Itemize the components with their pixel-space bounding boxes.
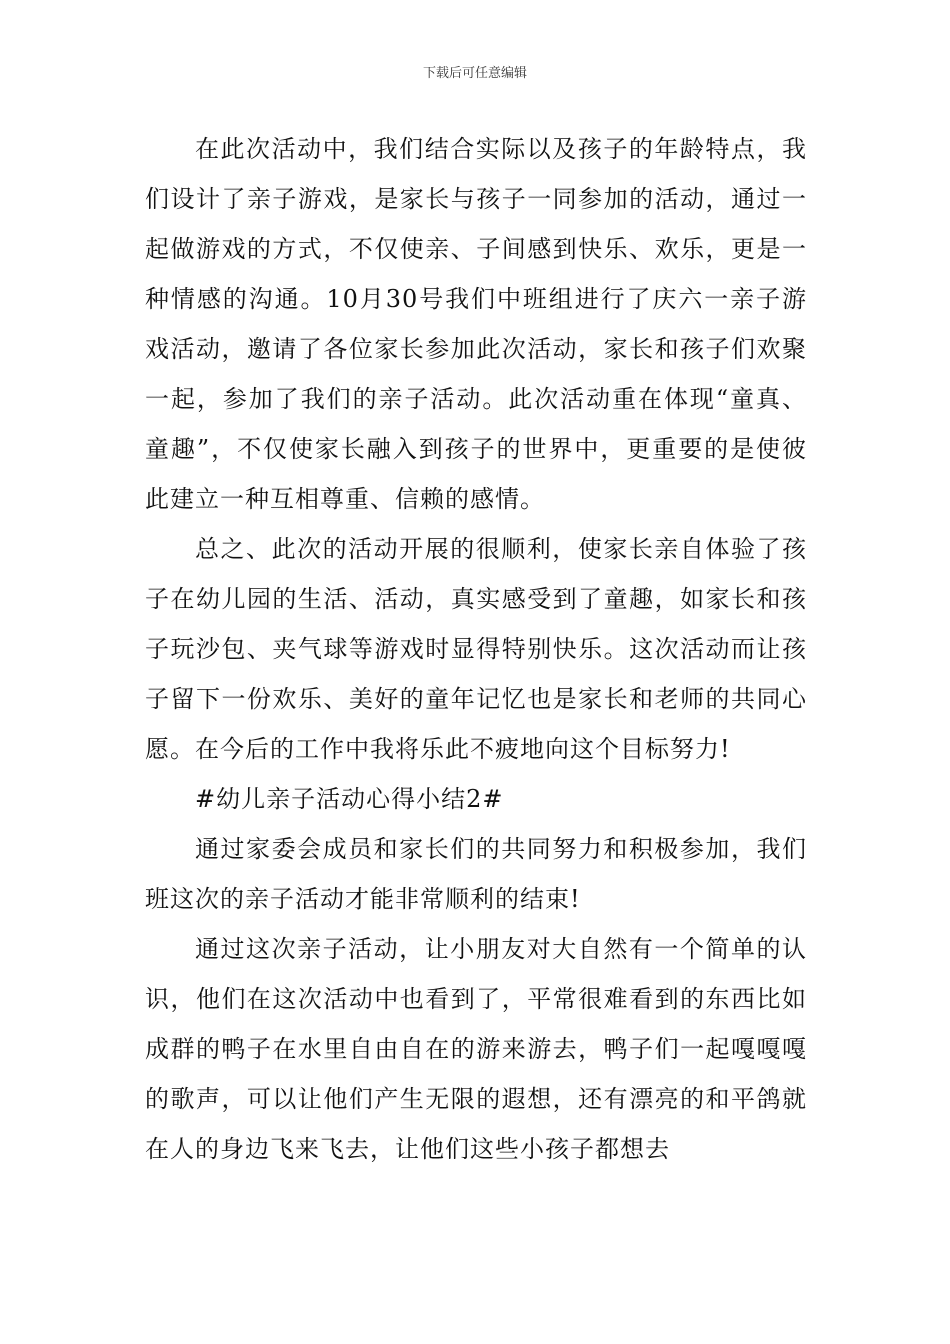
paragraph-2: 总之、此次的活动开展的很顺利，使家长亲自体验了孩子在幼儿园的生活、活动，真实感受到了童趣，如家长和孩子玩沙包、夹气球等游戏时显得特别快乐。这次活动而让孩子留下一份欢乐、美好的童年记忆也是家长和老师的共同心愿。在今后的工作中我将乐此不疲地向这个目标努力!: [145, 535, 807, 763]
section-heading: #幼儿亲子活动心得小结2#: [195, 785, 504, 813]
document-body: [145, 124, 807, 1174]
header-note: 下载后可任意编辑: [422, 66, 527, 81]
paragraph-3: 通过家委会成员和家长们的共同努力和积极参加，我们班这次的亲子活动才能非常顺利的结束!: [145, 835, 807, 913]
paragraph-4: 通过这次亲子活动，让小朋友对大自然有一个简单的认识，他们在这次活动中也看到了，平常很难看到的东西比如成群的鸭子在水里自由自在的游来游去，鸭子们一起嘎嘎嘎的歌声，可以让他们产生无限的遐想，还有漂亮的和平鸽就在人的身边飞来飞去，让他们这些小孩子都想去: [145, 935, 807, 1163]
paragraph-1: 在此次活动中，我们结合实际以及孩子的年龄特点，我们设计了亲子游戏，是家长与孩子一同参加的活动，通过一起做游戏的方式，不仅使亲、子间感到快乐、欢乐，更是一种情感的沟通。10月30号我们中班组进行了庆六一亲子游戏活动，邀请了各位家长参加此次活动，家长和孩子们欢聚一起，参加了我们的亲子活动。此次活动重在体现“童真、童趣”，不仅使家长融入到孩子的世界中，更重要的是使彼此建立一种互相尊重、信赖的感情。: [145, 135, 807, 513]
